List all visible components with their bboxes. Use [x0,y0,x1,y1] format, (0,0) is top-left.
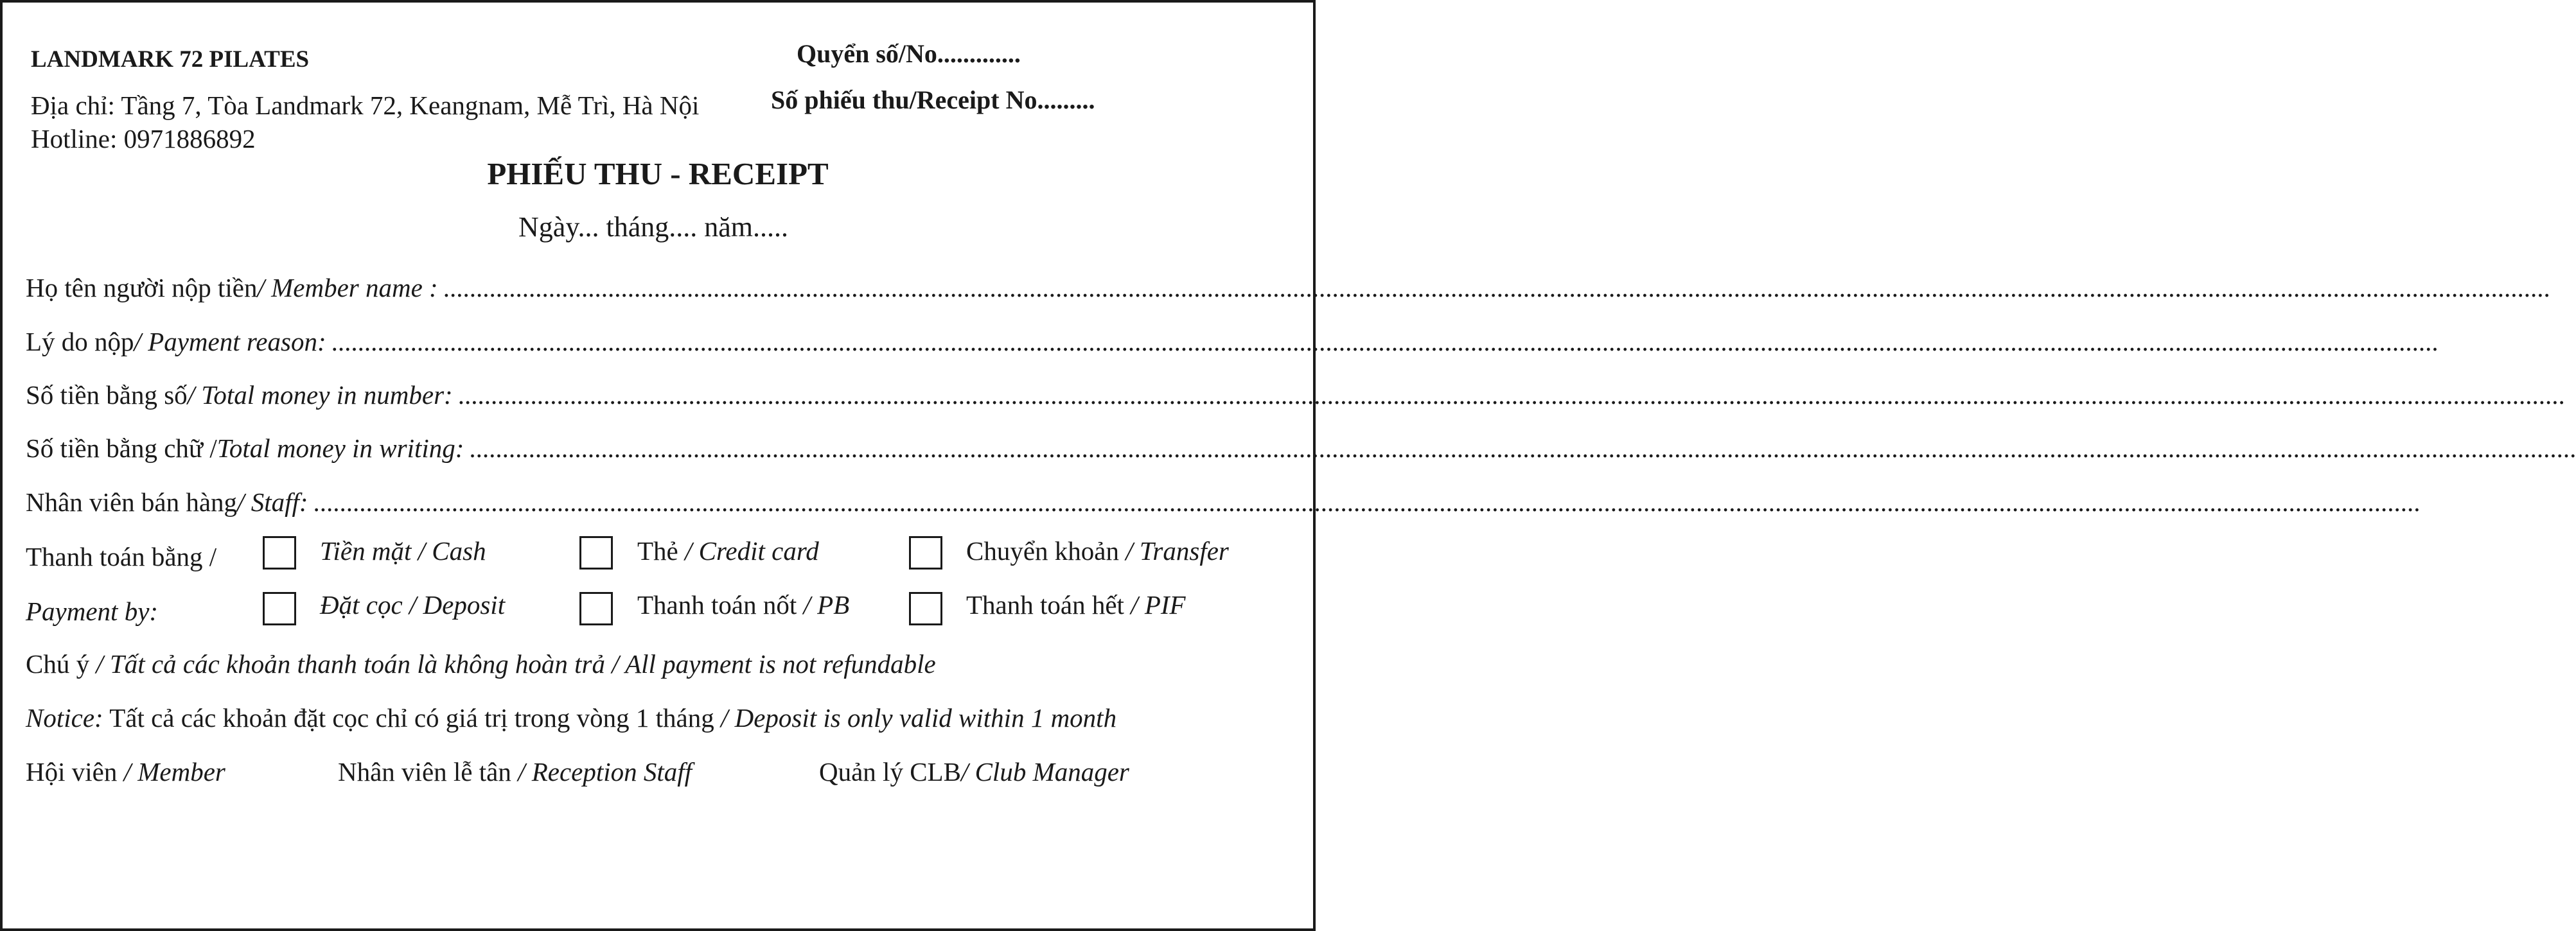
field-label-vi: Nhân viên bán hàng [26,487,238,517]
deposit-notice [26,705,1116,731]
signature-en: / Reception Staff [518,757,693,787]
signature-club-manager [819,759,1129,785]
signature-reception-staff [338,759,692,785]
payment-label-vi: Thanh toán bằng / [26,542,217,571]
notice-prefix: Notice: [26,703,103,733]
company-name: LANDMARK 72 PILATES [31,46,310,73]
pb-checkbox[interactable] [579,592,613,625]
fill-line: ................................................................................................................................................................................................................................................................................................................................ [313,487,2421,517]
field-label-en: / Member name : [257,273,438,302]
field-label-en: / Staff: [237,487,308,517]
member-name-field[interactable] [26,273,2550,302]
field-label-vi: Số tiền bằng số [26,380,188,410]
notice-text: Tất cả các khoản đặt cọc chỉ có giá trị trong vòng 1 tháng [103,703,721,733]
signature-member [26,759,225,785]
field-label-en: / Payment reason: [134,327,326,356]
option-vi: Đặt cọc [320,590,409,620]
signature-vi: Quản lý CLB [819,757,961,787]
field-label-vi: Số tiền bằng chữ / [26,433,217,463]
refund-note [26,651,936,677]
payment-label-en: Payment by: [26,596,159,626]
option-vi: Chuyển khoản [966,536,1126,566]
deposit-option-label [320,592,505,618]
cash-option-label [320,538,486,564]
note-prefix: Chú ý [26,649,96,679]
signature-en: / Club Manager [960,757,1129,787]
receipt-number: Số phiếu thu/Receipt No......... [771,85,1095,114]
company-hotline: Hotline: 0971886892 [31,124,256,153]
credit-card-option-label [637,538,819,564]
transfer-checkbox[interactable] [909,536,942,570]
pif-option-label [966,592,1186,618]
notice-suffix: / Deposit is only valid within 1 month [720,703,1117,733]
option-vi: Tiền mặt [320,536,418,566]
option-en: / PIF [1131,590,1186,620]
receipt-title: PHIẾU THU - RECEIPT [487,156,829,191]
payment-reason-field[interactable] [26,327,2439,356]
deposit-checkbox[interactable] [263,592,296,625]
field-label-vi: Họ tên người nộp tiền [26,273,258,302]
note-text: / Tất cả các khoản thanh toán là không hoàn trả / All payment is not refundable [96,649,936,679]
signature-vi: Nhân viên lễ tân [338,757,518,787]
book-number: Quyển số/No............. [797,39,1021,68]
date-line: Ngày... tháng.... năm..... [518,211,788,243]
field-label-en: / Total money in number: [187,380,453,410]
option-en: / PB [803,590,850,620]
signature-en: / Member [123,757,225,787]
pif-checkbox[interactable] [909,592,942,625]
option-vi: Thẻ [637,536,685,566]
option-en: / Credit card [685,536,819,566]
option-vi: Thanh toán nốt [637,590,804,620]
option-en: / Deposit [409,590,506,620]
field-label-en: Total money in writing: [216,433,464,463]
option-en: / Transfer [1125,536,1229,566]
fill-line: ................................................................................................................................................................................................................................................................................................................................ [331,327,2439,356]
credit-card-checkbox[interactable] [579,536,613,570]
fill-line: ................................................................................................................................................................................................................................................................................................................................ [443,273,2550,302]
pb-option-label [637,592,849,618]
total-writing-field[interactable] [26,433,2576,463]
option-en: / Cash [418,536,486,566]
fill-line: ................................................................................................................................................................................................................................................................................................................................ [469,433,2576,463]
company-address: Địa chỉ: Tầng 7, Tòa Landmark 72, Keangnam, Mễ Trì, Hà Nội [31,91,700,120]
option-vi: Thanh toán hết [966,590,1131,620]
transfer-option-label [966,538,1229,564]
fill-line: ................................................................................................................................................................................................................................................................................................................................ [457,380,2565,410]
staff-field[interactable] [26,487,2421,517]
signature-vi: Hội viên [26,757,124,787]
total-number-field[interactable] [26,380,2565,410]
field-label-vi: Lý do nộp [26,327,134,356]
cash-checkbox[interactable] [263,536,296,570]
